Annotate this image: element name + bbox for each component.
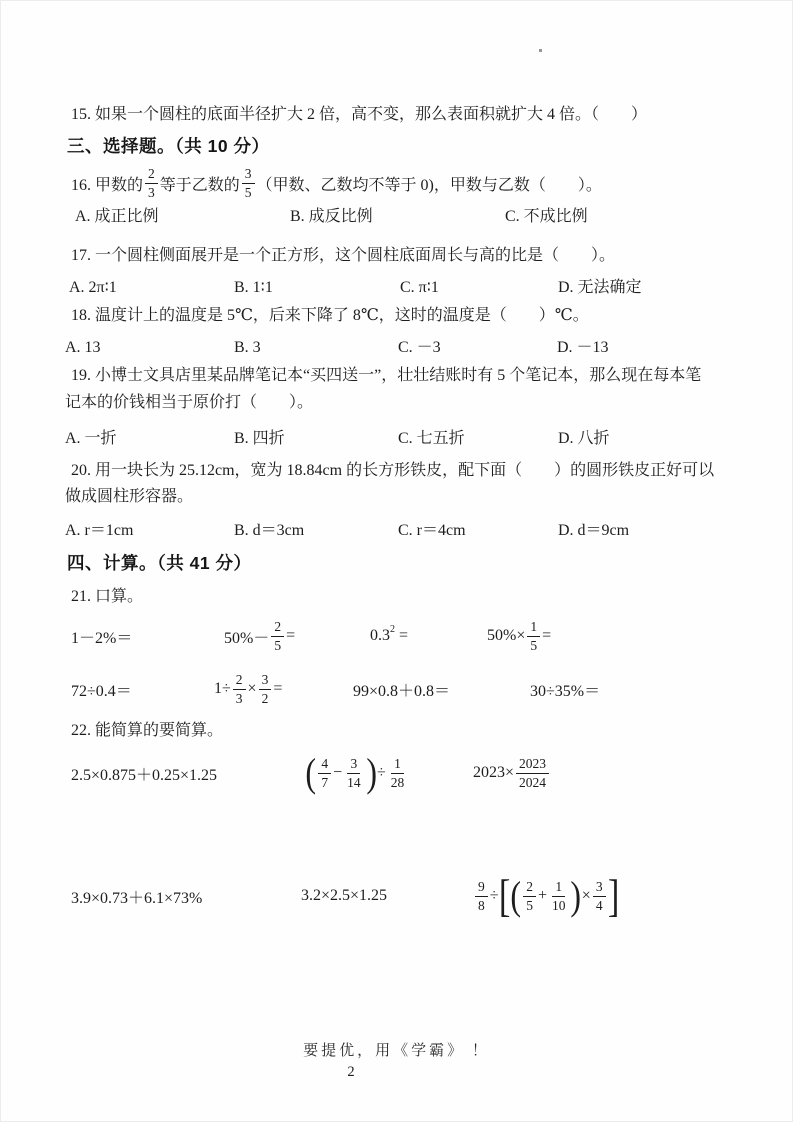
- fraction: [271, 618, 284, 654]
- question-22-label: 22. 能简算的要简算。: [71, 722, 224, 739]
- math-text: =: [286, 627, 296, 644]
- q18-option-a: A. 13: [65, 339, 101, 356]
- left-paren: (: [305, 750, 316, 795]
- fraction-numerator: 2: [523, 878, 536, 897]
- math-text: =: [273, 680, 283, 697]
- fraction-numerator: 9: [475, 878, 488, 897]
- q17-option-c: C. π∶1: [400, 279, 439, 296]
- q19-option-d: D. 八折: [558, 430, 610, 447]
- q22-expr-3: [473, 745, 551, 801]
- fraction-numerator: 2: [233, 671, 246, 690]
- math-text: 2.5×0.875＋0.25×1.25: [71, 766, 218, 784]
- q21-expr-4: [487, 612, 551, 660]
- math-text: 2023×: [473, 764, 515, 781]
- math-text: 3.2×2.5×1.25: [301, 887, 388, 904]
- fraction-denominator: 5: [530, 637, 538, 653]
- q20-option-c: C. r＝4cm: [398, 522, 466, 539]
- q22-expr-2: [305, 745, 409, 801]
- math-text: 1÷: [214, 680, 231, 697]
- fraction: [523, 878, 536, 914]
- superscript: 2: [390, 624, 395, 635]
- fraction-denominator: 2: [261, 690, 269, 706]
- math-text: 72÷0.4＝: [71, 682, 132, 700]
- math-text: 30÷35%＝: [530, 682, 601, 700]
- fraction-numerator: 4: [318, 755, 331, 774]
- question-18: 18. 温度计上的温度是 5℃，后来下降了 8℃，这时的温度是（ ）℃。: [71, 307, 589, 324]
- question-19-line2: 记本的价钱相当于原价打（ ）。: [65, 394, 314, 411]
- section-4-header: 四、计算。（共 41 分）: [67, 553, 252, 573]
- fraction-numerator: 3: [593, 878, 606, 897]
- q22-expr-4: [71, 868, 202, 924]
- q21-expr-7: [353, 665, 450, 713]
- fraction-denominator: 3: [148, 184, 155, 200]
- scan-artifact-dot: [539, 49, 542, 52]
- fraction-numerator: 3: [242, 165, 255, 184]
- q17-option-a: A. 2π∶1: [69, 279, 117, 296]
- q18-option-d: D. －13: [557, 339, 609, 356]
- math-text: ×: [581, 887, 591, 904]
- fraction-numerator: 3: [347, 755, 360, 774]
- question-19-line1: 19. 小博士文具店里某品牌笔记本“买四送一”，壮壮结账时有 5 个笔记本，那么现在每本笔: [71, 367, 702, 384]
- q21-expr-2: [224, 612, 295, 660]
- math-text: 16. 甲数的: [71, 176, 144, 194]
- page-number: 2: [347, 1064, 355, 1080]
- q16-option-b: B. 成反比例: [290, 208, 373, 225]
- question-20-line1: 20. 用一块长为 25.12cm，宽为 18.84cm 的长方形铁皮，配下面（ ）的圆形铁皮正好可以: [71, 462, 715, 479]
- q16-option-c: C. 不成比例: [505, 208, 588, 225]
- q18-option-b: B. 3: [234, 339, 261, 356]
- q18-option-c: C. －3: [398, 339, 441, 356]
- q22-expr-1: [71, 745, 217, 801]
- fraction: [516, 755, 549, 791]
- fraction-denominator: 10: [551, 897, 566, 913]
- q21-expr-6: [214, 665, 282, 713]
- fraction: [388, 755, 408, 791]
- q19-option-b: B. 四折: [234, 430, 285, 447]
- q21-expr-8: [530, 665, 600, 713]
- question-16: [71, 160, 602, 206]
- fraction-denominator: 8: [478, 897, 485, 913]
- fraction: [475, 878, 488, 914]
- math-text: 3.9×0.73＋6.1×73%: [71, 889, 203, 907]
- q21-expr-5: [71, 665, 132, 713]
- math-text: 等于乙数的: [159, 176, 240, 194]
- fraction-numerator: 1: [391, 755, 404, 774]
- fraction-denominator: 4: [595, 897, 603, 913]
- q20-option-b: B. d＝3cm: [234, 522, 305, 539]
- fraction-denominator: 3: [235, 690, 243, 706]
- math-text: ×: [247, 680, 257, 697]
- fraction-denominator: 5: [274, 637, 282, 653]
- fraction-denominator: 28: [390, 774, 405, 790]
- math-text: 50%－: [224, 629, 270, 647]
- q16-option-a: A. 成正比例: [75, 208, 159, 225]
- math-text: ÷: [376, 764, 386, 781]
- math-text: 0.3: [370, 627, 390, 644]
- fraction: [527, 618, 540, 654]
- fraction-numerator: 2: [145, 165, 158, 184]
- fraction-numerator: 3: [259, 671, 272, 690]
- right-paren: ): [365, 750, 377, 795]
- math-text: 50%×: [487, 627, 526, 644]
- q19-option-a: A. 一折: [65, 430, 117, 447]
- right-paren: ): [570, 873, 582, 918]
- math-text: （甲数、乙数均不等于 0)，甲数与乙数（ ）。: [256, 176, 602, 194]
- q22-expr-5: [301, 868, 387, 924]
- fraction-denominator: 5: [526, 897, 533, 913]
- q20-option-d: D. d＝9cm: [558, 522, 630, 539]
- math-text: =: [395, 627, 409, 644]
- q21-expr-3: [370, 612, 408, 660]
- footer-slogan: 要提优，用《学霸》 ！: [303, 1043, 490, 1059]
- fraction: [344, 755, 364, 791]
- fraction-numerator: 1: [552, 878, 565, 897]
- fraction-numerator: 1: [527, 618, 540, 637]
- q17-option-d: D. 无法确定: [558, 279, 642, 296]
- q21-expr-1: [71, 612, 132, 660]
- section-3-header: 三、选择题。（共 10 分）: [67, 136, 270, 156]
- q19-option-c: C. 七五折: [398, 430, 465, 447]
- math-text: ÷: [489, 887, 499, 904]
- left-bracket: [: [498, 870, 510, 922]
- fraction-numerator: 2: [271, 618, 284, 637]
- right-bracket: ]: [607, 870, 619, 922]
- fraction: [233, 671, 246, 707]
- fraction-denominator: 2024: [519, 774, 547, 790]
- fraction: [593, 878, 606, 914]
- question-20-line2: 做成圆柱形容器。: [65, 488, 194, 505]
- question-17: 17. 一个圆柱侧面展开是一个正方形，这个圆柱底面周长与高的比是（ ）。: [71, 247, 616, 264]
- fraction: [145, 165, 158, 201]
- fraction-denominator: 5: [244, 184, 252, 200]
- fraction-denominator: 7: [321, 774, 329, 790]
- q20-option-a: A. r＝1cm: [65, 522, 134, 539]
- question-21-label: 21. 口算。: [71, 588, 144, 605]
- fraction: [318, 755, 331, 791]
- fraction-numerator: 2023: [516, 755, 549, 774]
- fraction: [549, 878, 569, 914]
- fraction: [242, 165, 255, 201]
- left-paren: (: [510, 873, 521, 918]
- math-text: 1－2%＝: [71, 629, 133, 647]
- math-text: =: [542, 627, 552, 644]
- fraction: [259, 671, 272, 707]
- question-15: 15. 如果一个圆柱的底面半径扩大 2 倍，高不变，那么表面积就扩大 4 倍。（ ）: [71, 106, 648, 123]
- fraction-denominator: 14: [347, 774, 361, 790]
- math-text: 99×0.8＋0.8＝: [353, 682, 451, 700]
- q22-expr-6: [473, 868, 619, 924]
- math-text: +: [537, 887, 547, 904]
- q17-option-b: B. 1∶1: [234, 279, 273, 296]
- math-text: −: [333, 764, 343, 781]
